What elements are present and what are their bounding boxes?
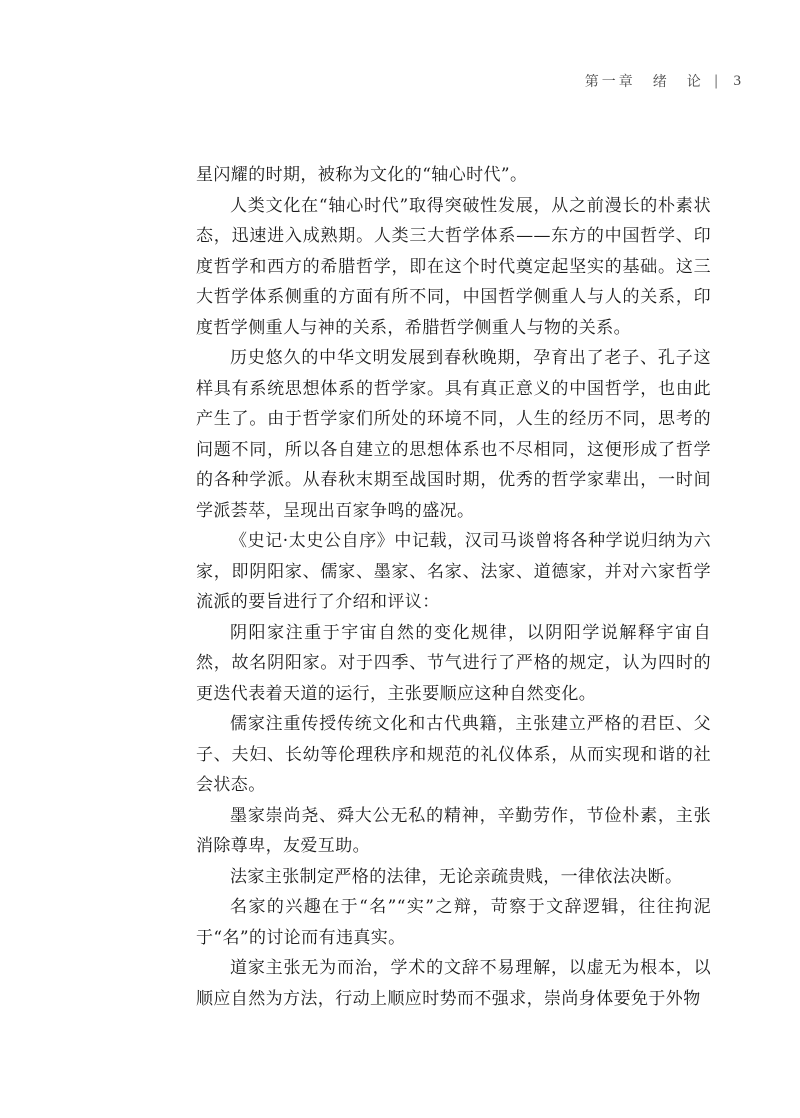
paragraph-yinyang-school: 阴阳家注重于宇宙自然的变化规律，以阴阳学说解释宇宙自然，故名阴阳家。对于四季、节气进行了严格的规定，认为四时的更迭代表着天道的运行，主张要顺应这种自然变化。 — [196, 622, 711, 704]
paragraph-chinese-philosophy: 历史悠久的中华文明发展到春秋晚期，孕育出了老子、孔子这样具有系统思想体系的哲学家。具有真正意义的中国哲学，也由此产生了。由于哲学家们所处的环境不同，人生的经历不同，思考的问题不同，所以各自建立的思想体系也不尽相同，这便形成了哲学的各种学派。从春秋末期至战国时期，优秀的哲学家辈出，一时间学派荟萃，呈现出百家争鸣的盛况。 — [196, 348, 711, 521]
paragraph-legalist-school: 法家主张制定严格的法律，无论亲疏贵贱，一律依法决断。 — [230, 866, 683, 887]
paragraph-mohist-school: 墨家崇尚尧、舜大公无私的精神，辛勤劳作，节俭朴素，主张消除尊卑，友爱互助。 — [196, 805, 711, 856]
running-head — [585, 71, 742, 91]
paragraph-continued: 星闪耀的时期，被称为文化的“轴心时代”。 — [196, 165, 528, 185]
paragraph-school-of-names: 名家的兴趣在于“名”“实”之辩，苛察于文辞逻辑，往往拘泥于“名”的讨论而有违真实。 — [196, 897, 711, 948]
body-text — [196, 160, 711, 1014]
header-separator: | — [713, 73, 720, 89]
paragraph-daoist-school: 道家主张无为而治，学术的文辞不易理解，以虚无为根本，以顺应自然为方法，行动上顺应时势而不强求，崇尚身体要免于外物 — [196, 958, 711, 1009]
chapter-title: 第一章 绪 论 — [584, 74, 704, 90]
paragraph-axial-age: 人类文化在“轴心时代”取得突破性发展，从之前漫长的朴素状态，迅速进入成熟期。人类三大哲学体系——东方的中国哲学、印度哲学和西方的希腊哲学，即在这个时代奠定起坚实的基础。这三大哲学体系侧重的方面有所不同，中国哲学侧重人与人的关系，印度哲学侧重人与神的关系，希腊哲学侧重人与物的关系。 — [196, 195, 711, 338]
page-number: 3 — [733, 72, 742, 89]
paragraph-six-schools: 《史记·太史公自序》中记载，汉司马谈曾将各种学说归纳为六家，即阴阳家、儒家、墨家、名家、法家、道德家，并对六家哲学流派的要旨进行了介绍和评议： — [196, 531, 711, 612]
paragraph-confucian-school: 儒家注重传授传统文化和古代典籍，主张建立严格的君臣、父子、夫妇、长幼等伦理秩序和规范的礼仪体系，从而实现和谐的社会状态。 — [196, 714, 711, 795]
